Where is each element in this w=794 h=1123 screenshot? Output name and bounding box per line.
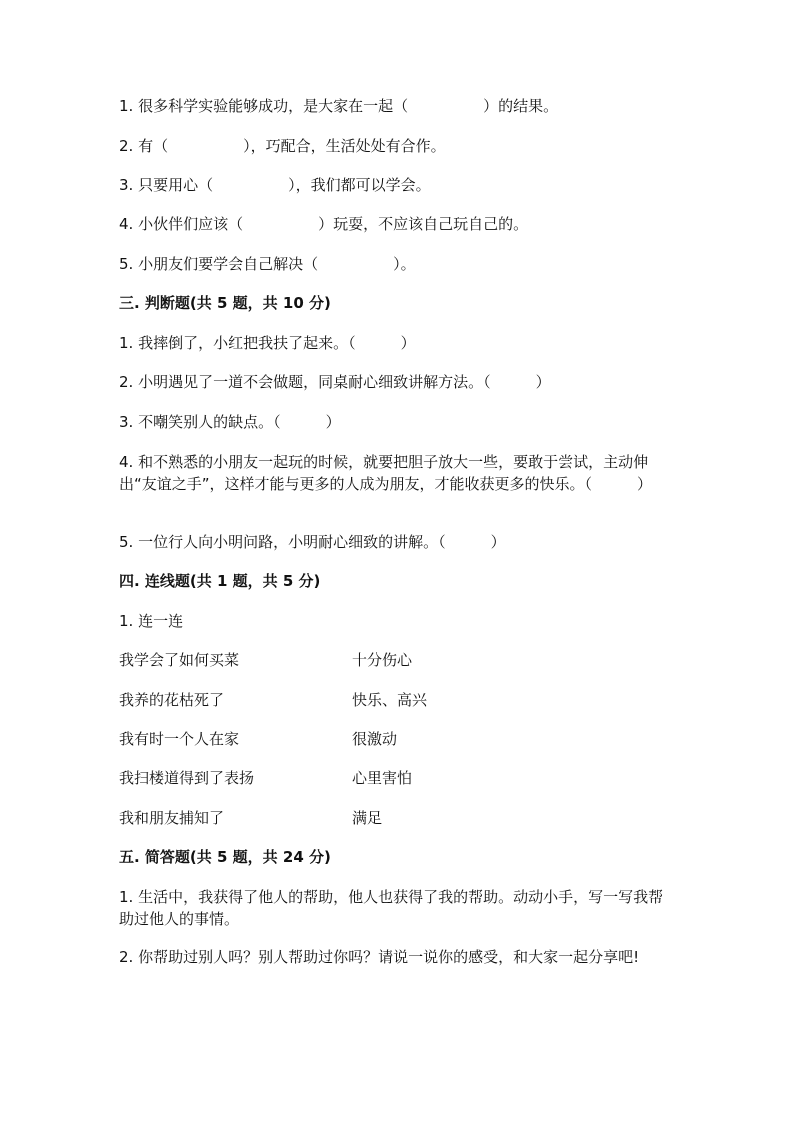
matching-section-title: 四. 连线题(共 1 题，共 5 分) — [119, 572, 321, 590]
judge-question-2: 2. 小明遇见了一道不会做题，同桌耐心细致讲解方法。（ ） — [119, 373, 551, 391]
matching-right-item-4: 心里害怕 — [352, 769, 413, 787]
matching-left-item-2: 我养的花枯死了 — [119, 691, 225, 709]
fill-blank-question-4: 4. 小伙伴们应该（ ）玩耍，不应该自己玩自己的。 — [119, 215, 529, 233]
matching-right-item-3: 很激动 — [352, 730, 398, 748]
fill-blank-question-1: 1. 很多科学实验能够成功，是大家在一起（ ）的结果。 — [119, 97, 559, 115]
judge-section-title: 三. 判断题(共 5 题，共 10 分) — [119, 294, 331, 312]
matching-left-item-3: 我有时一个人在家 — [119, 730, 240, 748]
judge-question-5: 5. 一位行人向小明问路，小明耐心细致的讲解。（ ） — [119, 533, 506, 551]
judge-question-1: 1. 我摔倒了，小红把我扶了起来。（ ） — [119, 334, 416, 352]
short-answer-question-2: 2. 你帮助过别人吗？别人帮助过你吗？请说一说你的感受，和大家一起分享吧! — [119, 948, 640, 966]
short-answer-section-title: 五. 简答题(共 5 题，共 24 分) — [119, 848, 331, 866]
matching-right-item-5: 满足 — [352, 809, 383, 827]
matching-left-item-4: 我扫楼道得到了表扬 — [119, 769, 255, 787]
matching-left-item-5: 我和朋友捕知了 — [119, 809, 225, 827]
fill-blank-question-3: 3. 只要用心（ ），我们都可以学会。 — [119, 176, 431, 194]
fill-blank-question-5: 5. 小朋友们要学会自己解决（ ）。 — [119, 255, 416, 273]
matching-right-item-2: 快乐、高兴 — [352, 691, 428, 709]
matching-right-item-1: 十分伤心 — [352, 651, 413, 669]
judge-question-4: 4. 和不熟悉的小朋友一起玩的时候，就要把胆子放大一些，要敢于尝试，主动伸出“友谊之手”，这样才能与更多的人成为朋友，才能收获更多的快乐。（ ） — [119, 453, 653, 493]
judge-question-3: 3. 不嘲笑别人的缺点。（ ） — [119, 413, 341, 431]
short-answer-question-1: 1. 生活中，我获得了他人的帮助，他人也获得了我的帮助。动动小手，写一写我帮助过他人的事情。 — [119, 888, 664, 928]
fill-blank-question-2: 2. 有（ ），巧配合，生活处处有合作。 — [119, 137, 446, 155]
matching-prompt: 1. 连一连 — [119, 612, 184, 630]
matching-left-item-1: 我学会了如何买菜 — [119, 651, 240, 669]
